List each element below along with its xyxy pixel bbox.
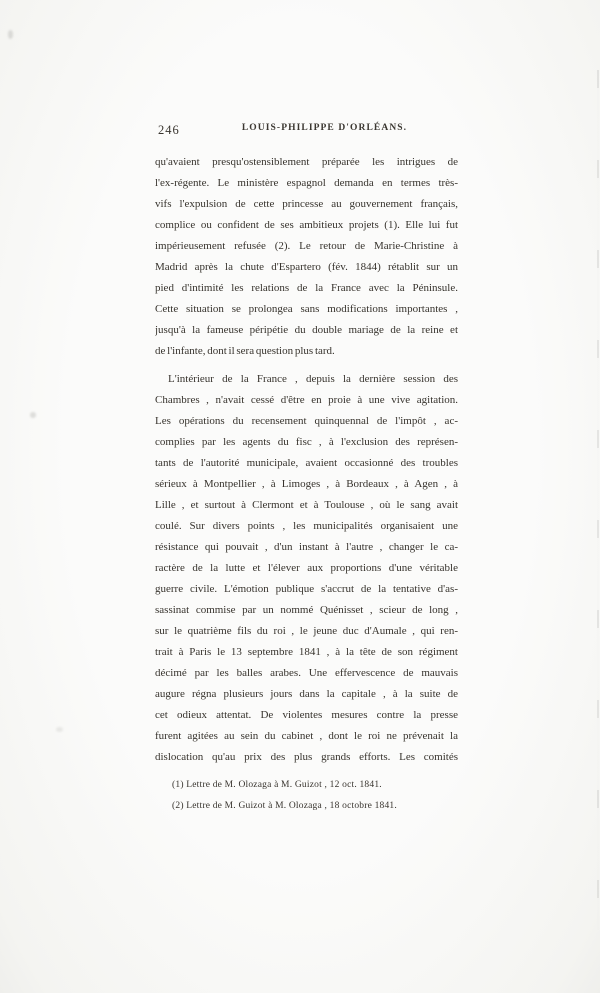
text-line: L'intérieur de la France , depuis la dernière session des [168,373,458,385]
scan-artifact [8,30,13,39]
text-line: cet odieux attentat. De violentes mesures contre la presse [155,709,458,721]
text-line: augure régna plusieurs jours dans la capitale , à la suite de [155,688,458,700]
text-line: ractère de la lutte et l'élever aux proportions d'une véritable [155,562,458,574]
text-line: l'ex-régente. Le ministère espagnol demanda en termes très- [155,177,458,189]
text-line: sur le quatrième fils du roi , le jeune duc d'Aumale , qui ren- [155,625,458,637]
scan-artifact [30,412,36,418]
text-line: (1) Lettre de M. Olozaga à M. Guizot , 12 oct. 1841. [172,780,382,790]
text-line: Les opérations du recensement quinquennal de l'impôt , ac- [155,415,458,427]
text-line: qu'avaient presqu'ostensiblement préparée les intrigues de [155,156,458,168]
text-line: Chambres , n'avait cessé d'être en proie à une vive agitation. [155,394,458,406]
text-line: Madrid après la chute d'Espartero (fév. 1844) rétablit sur un [155,261,458,273]
paragraph-interior-france [155,369,458,768]
text-line: complice ou confident de ses ambitieux projets (1). Elle lui fut [155,219,458,231]
text-line: sérieux à Montpellier , à Limoges , à Bordeaux , à Agen , à [155,478,458,490]
book-page-text-block [155,123,458,817]
text-line: complies par les agents du fisc , à l'exclusion des représen- [155,436,458,448]
text-line: décimé par les balles arabes. Une effervescence de mauvais [155,667,458,679]
text-line: furent agitées au sein du cabinet , dont le roi ne prévenait la [155,730,458,742]
text-line: trait à Paris le 13 septembre 1841 , à la tête de son régiment [155,646,458,658]
text-line: coulé. Sur divers points , les municipalités organisaient une [155,520,458,532]
text-line: Lille , et surtout à Clermont et à Toulouse , où le sang avait [155,499,458,511]
text-line: guerre civile. L'émotion publique s'accrut de la tentative d'as- [155,583,458,595]
scan-artifact [597,70,599,930]
text-line: Cette situation se prolongea sans modifications importantes , [155,303,458,315]
text-line: vifs l'expulsion de cette princesse au gouvernement français, [155,198,458,210]
paragraph-continuation [155,152,458,362]
text-line: pied d'intimité les relations de la France avec la Péninsule. [155,282,458,294]
page-number: 246 [158,123,180,137]
text-line: (2) Lettre de M. Guizot à M. Olozaga , 18 octobre 1841. [172,801,397,811]
footnotes [155,775,458,817]
page-header [155,123,458,138]
text-line: impérieusement refusée (2). Le retour de Marie-Christine à [155,240,458,252]
running-title: LOUIS-PHILIPPE D'ORLÉANS. [241,123,408,133]
text-line: jusqu'à la fameuse péripétie du double mariage de la reine et [155,324,458,336]
text-line: sassinat commise par un nommé Quénisset , scieur de long , [155,604,458,616]
text-line: de l'infante, dont il sera question plus tard. [155,345,335,357]
scan-artifact [56,727,63,732]
text-line: dislocation qu'au prix des plus grands efforts. Les comités [155,751,458,763]
text-line: tants de l'autorité municipale, avaient occasionné des troubles [155,457,458,469]
text-line: résistance qui pouvait , d'un instant à l'autre , changer le ca- [155,541,458,553]
